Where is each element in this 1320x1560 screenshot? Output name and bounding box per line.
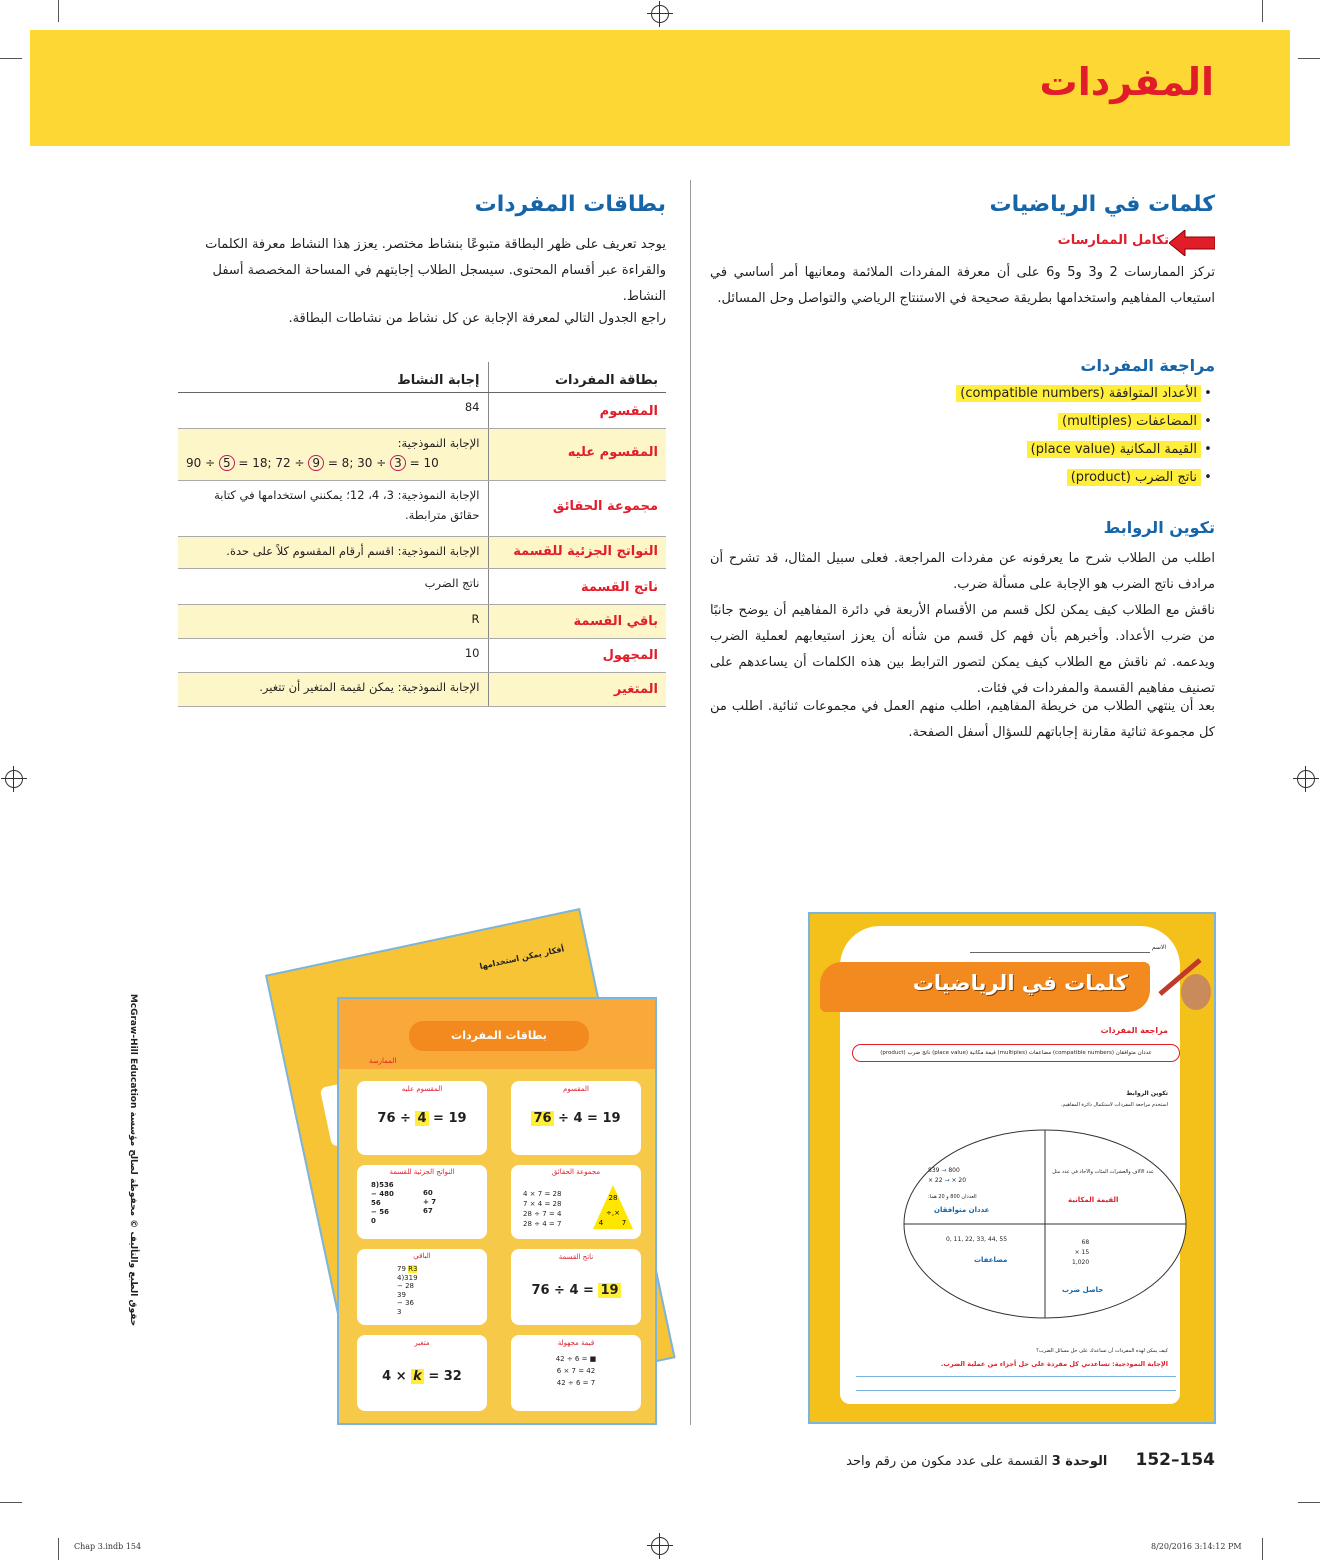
math-words-heading: كلمات في الرياضيات [989,192,1215,217]
table-row [178,392,666,428]
workbook-connections-instruction: استخدم مراجعة المفردات لاستكمال دائرة المفاهيم. [1060,1102,1168,1108]
partial-sum: 60 + 7 67 [423,1189,437,1215]
vocab-card-quotient [511,1249,641,1325]
name-label: الاسم [1151,944,1166,951]
table-row [178,536,666,568]
registration-mark-icon [651,1537,669,1555]
vocab-term: الأعداد المتوافقة (compatible numbers) [956,385,1201,402]
fact-list: 42 ÷ 6 = ■ 6 × 7 = 42 42 ÷ 6 = 7 [555,1355,597,1387]
table-cell-term: المتغير [488,672,666,706]
connections-paragraph-2: ناقش مع الطلاب كيف يمكن لكل قسم من الأقسام الأربعة في دائرة المفاهيم أن يوضح جانبًا من ضرب الأعداد. وأخبرهم بأن فهم كل قسم من شأنه أن يعزز استيعابهم لعملية الضرب ويدعمه. ثم ناقش مع الطلاب كيف يمكن لتصور الترابط بين هذه الكلمات أن يساعدهم على تصنيف مفاهيم القسمة والمفردات في فئات. [710,603,1215,696]
answer-label: الإجابة النموذجية: [397,435,480,450]
card-label: مجموعة الحقائق [551,1168,601,1176]
svg-text:4: 4 [598,1219,604,1227]
card-label: الباقي [413,1252,431,1260]
table-row [178,428,666,480]
name-line [970,952,1150,953]
column-header: إجابة النشاط [178,362,488,392]
practices-callout [1057,228,1215,258]
back-card-title: أفكار يمكن استخدامها [478,944,566,972]
vocab-cards-image [255,935,675,1425]
svg-text:28: 28 [608,1194,618,1202]
vocab-answer-table [178,362,666,707]
quadrant-caption: العددان 800 و 20 هما: [928,1194,977,1200]
card-label: متغير [414,1339,430,1347]
connections-heading: تكوين الروابط [1103,518,1215,537]
crop-mark [0,58,22,59]
card-expression: 4 × k = 32 [382,1369,462,1384]
table-cell-answer: ناتج الضرب [178,568,488,604]
vocab-card-partial-quotients [357,1165,487,1239]
crop-mark [1298,1502,1320,1503]
vocab-cards-paragraph-2: راجع الجدول التالي لمعرفة الإجابة عن كل نشاط من نشاطات البطاقة. [288,311,666,326]
table-cell-term: مجموعة الحقائق [488,480,666,536]
hand-pencil-icon [1152,954,1212,1014]
left-arrow-icon [1169,230,1215,256]
svg-text:÷,×: ÷,× [606,1209,620,1217]
vocab-cards-heading: بطاقات المفردات [474,192,666,217]
quadrant-list: 0, 11, 22, 33, 44, 55 [946,1236,1008,1243]
timestamp-slug: 8/20/2016 3:14:12 PM [1151,1542,1242,1551]
quadrant-answer-place-value: القيمة المكانية [1068,1196,1119,1204]
side-copyright-text: حقوق الطبع والتأليف © محفوظة لصالح مؤسسة McGraw-Hill Education [128,993,138,1327]
table-row [178,638,666,672]
table-cell-term: النواتج الجزئية للقسمة [488,536,666,568]
vocab-card-divisor [357,1081,487,1155]
division-circled-answers: 90 ÷ 5 = 18; 72 ÷ 9 = 8; 30 ÷ 3 = 10 [186,455,439,470]
card-label: قيمة مجهولة [557,1339,595,1347]
workbook-review-heading: مراجعة المفردات [1100,1026,1168,1035]
connections-paragraph-3: بعد أن ينتهي الطلاب من خريطة المفاهيم، اطلب منهم العمل في مجموعات ثنائية. اطلب من كل مجموعة ثنائية مقارنة إجاباتهم للسؤال أسفل الصفحة. [710,699,1215,740]
table-row [178,480,666,536]
answer-line [856,1376,1176,1377]
table-cell-answer: الإجابة النموذجية: 3، 4، 12؛ يمكنني استخدامها في كتابة حقائق مترابطة. [178,480,488,536]
quadrant-answer-compatible-numbers: عددان متوافقان [934,1206,990,1214]
workbook-page-image [808,912,1216,1424]
quadrant-calc: 68 × 15 1,020 [1072,1239,1090,1266]
registration-mark-icon [651,5,669,23]
quadrant-answer-product: حاصل ضرب [1062,1286,1104,1294]
practices-paragraph: تركز الممارسات 2 و3 و5 و6 على أن معرفة المفردات الملائمة ومعانيها أمر أساسي في استيعاب المفاهيم واستخدامها بطريقة صحيحة في الاستنتاج الرياضي والتواصل وحل المسائل. [710,265,1215,306]
connections-paragraph-1: اطلب من الطلاب شرح ما يعرفونه عن مفردات المراجعة. فعلى سبيل المثال، قد تشرح أن مرادف ناتج الضرب هو الإجابة على مسألة ضرب. [710,551,1215,592]
table-row [178,672,666,706]
table-header-row [178,362,666,392]
card-label: النواتج الجزئية للقسمة [389,1168,455,1176]
card-expression: 76 ÷ 4 = 19 [533,1111,621,1126]
page-footer [846,1450,1215,1470]
table-cell-term: المجهول [488,638,666,672]
table-cell-term: المقسوم عليه [488,428,666,480]
fact-list: 4 × 7 = 28 7 × 4 = 28 28 ÷ 7 = 4 28 ÷ 4 = 7 [523,1190,562,1228]
quadrant-calc: 839 → 800 × 22 → × 20 [928,1167,967,1184]
concept-circle-diagram [900,1126,1190,1322]
table-cell-answer: الإجابة النموذجية: اقسم أرقام المقسوم كلاً على حدة. [178,536,488,568]
crop-mark [1298,58,1320,59]
vocab-card-unknown [511,1335,641,1411]
table-row [178,604,666,638]
vocab-term: ناتج الضرب (product) [1067,469,1201,486]
long-division: 79 R3 4)319 − 28 39 − 36 3 [397,1265,418,1316]
workbook-title: كلمات في الرياضيات [912,971,1128,995]
long-division: 8)536 − 480 56 − 56 0 [371,1181,394,1225]
vocab-term: المضاعفات (multiples) [1058,413,1201,430]
column-header: بطاقة المفردات [488,362,666,392]
crop-mark [0,1502,22,1503]
table-cell-term: المقسوم [488,392,666,428]
card-expression: 76 ÷ 4 = 19 [531,1283,619,1298]
column-divider [690,180,691,1425]
unit-label: الوحدة 3 [1051,1454,1108,1469]
crop-mark [58,0,59,22]
sheet-title: بطاقات المفردات [409,1021,589,1051]
answer-line [856,1390,1176,1391]
workbook-review-terms: عددان متوافقان (compatible numbers) مضاعفات (multiples) قيمة مكانية (place value) ناتج ضرب (product) [852,1044,1180,1062]
front-card-sheet [337,997,657,1425]
list-item: •ناتج الضرب (product) [710,467,1215,495]
vocab-card-remainder [357,1249,487,1325]
page-numbers: 154–152 [1135,1450,1215,1470]
vocab-card-dividend [511,1081,641,1155]
workbook-title-banner [820,962,1150,1012]
unit-title: القسمة على عدد مكون من رقم واحد [846,1454,1048,1469]
workbook-connections-heading: تكوين الروابط [1126,1090,1168,1097]
list-item: •الأعداد المتوافقة (compatible numbers) [710,383,1215,411]
page-title: المفردات [1039,60,1214,104]
table-cell-term: باقي القسمة [488,604,666,638]
list-item: •المضاعفات (multiples) [710,411,1215,439]
vocab-cards-paragraph-1: يوجد تعريف على ظهر البطاقة متبوعًا بنشاط مختصر. يعزز هذا النشاط معرفة الكلمات والقراءة عبر أقسام المحتوى. سيسجل الطلاب إجابتهم في المساحة المخصصة أسفل النشاط. [205,237,666,304]
practice-tag: الممارسة [369,1057,397,1065]
quadrant-text: عدد الآلاف والعشرات المئات والآحاد في عدد مثل [1052,1169,1154,1175]
table-row [178,568,666,604]
practices-label: تكامل الممارسات [1057,233,1169,248]
vocab-card-fact-family [511,1165,641,1239]
vocab-review-heading: مراجعة المفردات [1080,356,1215,375]
file-slug: Chap 3.indb 154 [74,1542,142,1551]
card-expression: 76 ÷ 4 = 19 [377,1111,467,1126]
crop-mark [1262,1538,1263,1560]
registration-mark-icon [5,770,23,788]
card-label: المقسوم عليه [401,1085,443,1093]
table-cell-answer: 84 [178,392,488,428]
crop-mark [1262,0,1263,22]
card-label: ناتج القسمة [558,1253,594,1261]
list-item: •القيمة المكانية (place value) [710,439,1215,467]
fact-triangle-icon [591,1183,635,1231]
table-cell-answer: 10 [178,638,488,672]
vocab-review-list [710,383,1215,495]
vocab-term: القيمة المكانية (place value) [1027,441,1201,458]
vocab-card-variable [357,1335,487,1411]
side-copyright [126,993,140,1327]
card-label: المقسوم [563,1085,589,1093]
workbook-model-answer: الإجابة النموذجية: تساعدني كل مفردة على حل أجزاء من عملية الضرب. [940,1360,1168,1368]
table-cell-answer: الإجابة النموذجية: يمكن لقيمة المتغير أن تتغير. [178,672,488,706]
table-cell-answer [178,428,488,480]
svg-text:7: 7 [621,1219,627,1227]
quadrant-answer-multiples: مضاعفات [974,1256,1008,1264]
table-cell-term: ناتج القسمة [488,568,666,604]
crop-mark [58,1538,59,1560]
registration-mark-icon [1297,770,1315,788]
table-cell-answer: R [178,604,488,638]
workbook-question: كيف يمكن لهذه المفردات أن تساعدك على حل مسائل الضرب؟ [1036,1348,1168,1354]
